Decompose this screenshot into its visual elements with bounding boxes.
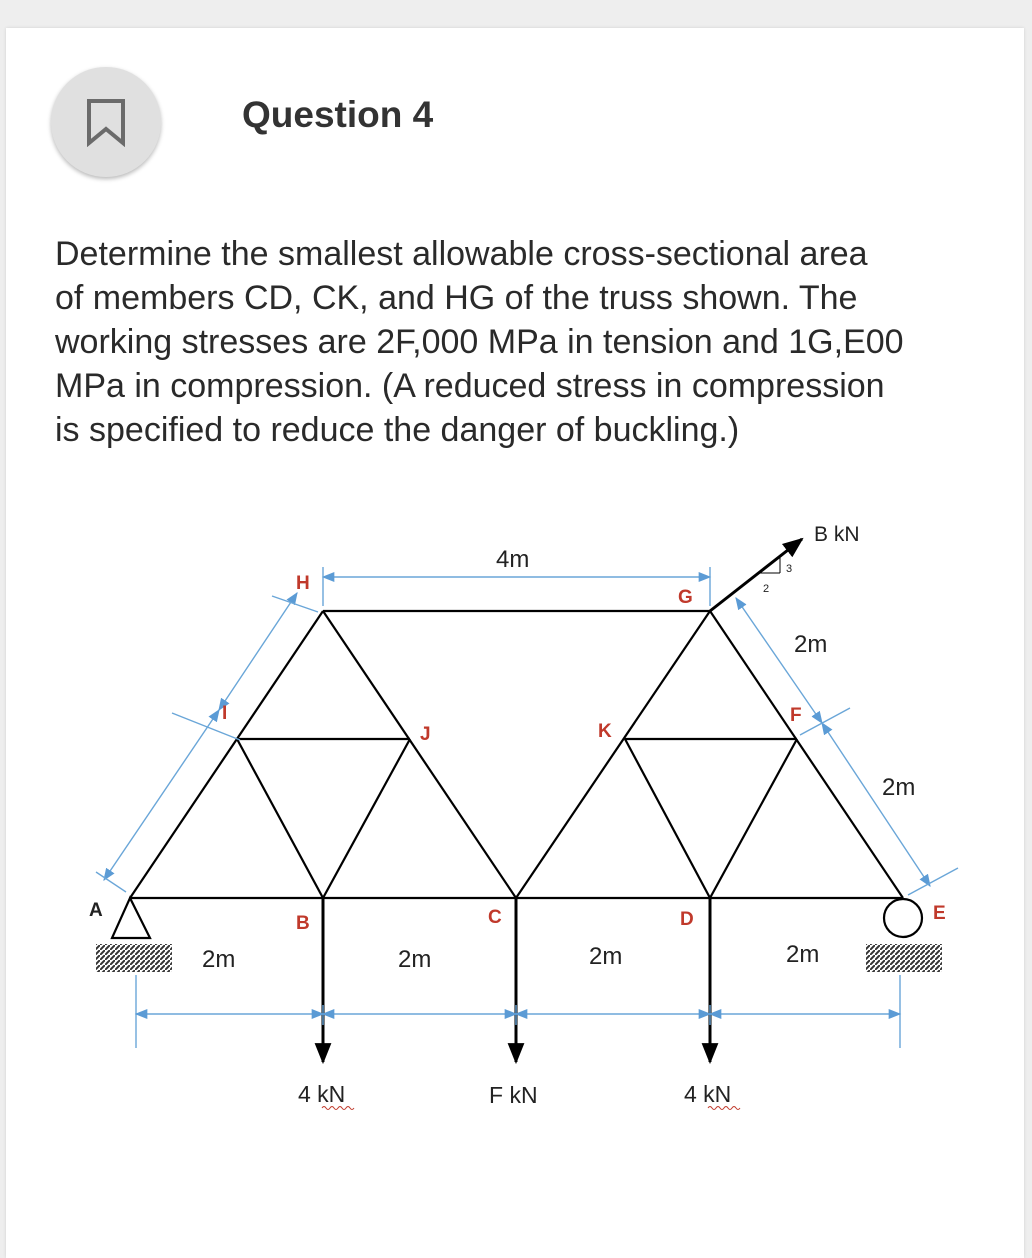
node-label-b: B [296,913,310,934]
question-title: Question 4 [242,94,434,135]
node-label-e: E [933,903,946,924]
dim-right-upper: 2m [794,631,828,658]
question-line: working stresses are 2F,000 MPa in tension and 1G,E00 [55,323,904,361]
member-fd [710,739,797,898]
question-line: of members CD, CK, and HG of the truss shown. The [55,279,858,317]
member-ib [237,739,323,898]
member-jb [323,739,410,898]
dimension-lines [96,567,958,1048]
load-label-d: 4 kN [684,1081,732,1107]
slope-rise: 3 [786,563,793,575]
truss-members [130,611,903,898]
pin-support [96,898,172,972]
node-label-k: K [598,721,612,742]
node-label-f: F [790,705,802,726]
node-label-j: J [420,724,431,745]
node-label-i: I [222,703,228,724]
load-label-b: 4 kN [298,1081,346,1107]
node-label-h: H [296,573,310,594]
node-labels [89,573,946,934]
load-lines [323,898,710,1062]
dim-bottom-4: 2m [786,941,820,968]
node-label-g: G [678,587,693,608]
dim-bottom-3: 2m [589,943,623,970]
dim-bottom-1: 2m [202,946,236,973]
slope-run: 2 [763,583,770,595]
dim-right-lower: 2m [882,774,916,801]
member-cg [516,611,710,898]
question-line: is specified to reduce the danger of buckling.) [55,411,740,449]
question-line: Determine the smallest allowable cross-sectional area [55,235,868,273]
member-ah [130,611,323,898]
dim-top: 4m [496,546,530,573]
member-kd [625,739,710,898]
node-label-a: A [89,900,103,921]
load-arrow-g [710,539,802,611]
node-label-c: C [488,907,502,928]
node-label-d: D [680,909,694,930]
member-hc [323,611,516,898]
dim-bottom-2: 2m [398,946,432,973]
roller-support [866,899,942,972]
load-label-g: B kN [814,523,860,546]
load-label-c: F kN [489,1082,538,1108]
question-line: MPa in compression. (A reduced stress in compression [55,367,885,405]
